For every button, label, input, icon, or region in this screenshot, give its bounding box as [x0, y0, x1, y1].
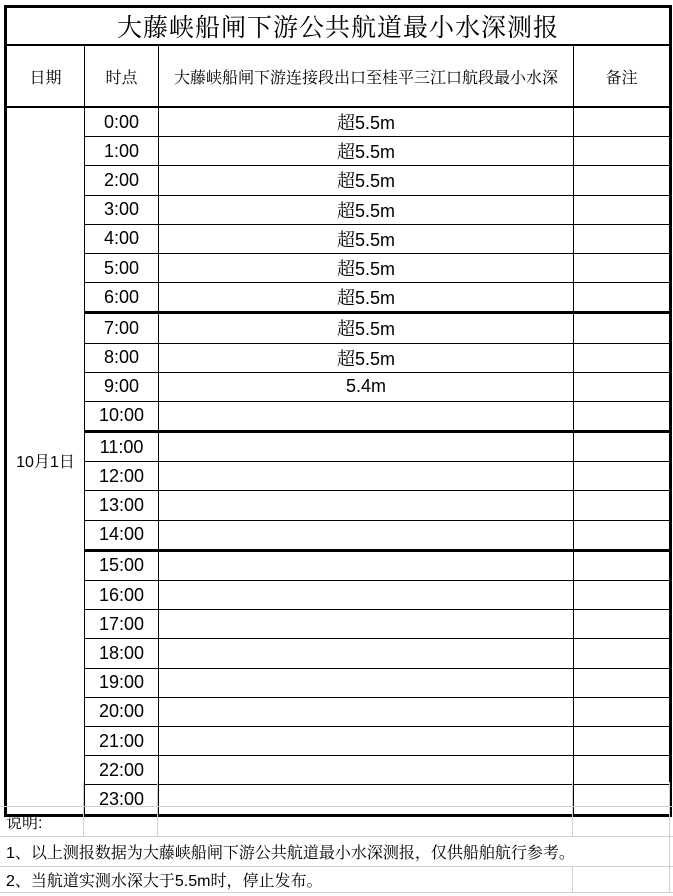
- table-row: [6, 224, 671, 253]
- time-cell: 23:00: [85, 785, 159, 815]
- table-row: [6, 137, 671, 166]
- note-cell: [574, 372, 671, 401]
- depth-cell: [159, 668, 574, 697]
- table-row: [6, 550, 671, 580]
- time-cell: 21:00: [85, 726, 159, 755]
- note-cell: [574, 520, 671, 550]
- report-title: 大藤峡船闸下游公共航道最小水深测报: [6, 7, 671, 46]
- header-note: 备注: [574, 45, 671, 107]
- table-row: [6, 401, 671, 431]
- table-row: [6, 491, 671, 520]
- depth-cell: [159, 756, 574, 785]
- depth-cell: 超5.5m: [159, 195, 574, 224]
- depth-cell: [159, 550, 574, 580]
- time-cell: 4:00: [85, 224, 159, 253]
- table-row: [6, 313, 671, 343]
- depth-cell: [159, 462, 574, 491]
- table-row: [6, 520, 671, 550]
- depth-cell: [159, 639, 574, 668]
- note-cell: [574, 137, 671, 166]
- time-cell: 19:00: [85, 668, 159, 697]
- gridline: [669, 807, 670, 836]
- date-cell: 10月1日: [6, 107, 85, 815]
- note-cell: [574, 343, 671, 372]
- header-time: 时点: [85, 45, 159, 107]
- time-cell: 22:00: [85, 756, 159, 785]
- depth-cell: [159, 491, 574, 520]
- depth-cell: 5.4m: [159, 372, 574, 401]
- gridline: [83, 807, 84, 836]
- depth-cell: [159, 697, 574, 726]
- note-cell: [574, 610, 671, 639]
- time-cell: 5:00: [85, 253, 159, 282]
- depth-cell: 超5.5m: [159, 283, 574, 313]
- time-cell: 20:00: [85, 697, 159, 726]
- depth-cell: [159, 726, 574, 755]
- table-row: [6, 756, 671, 785]
- notes-label-row: [0, 807, 673, 837]
- depth-cell: [159, 520, 574, 550]
- depth-cell: [159, 610, 574, 639]
- gridline: [572, 807, 573, 836]
- time-cell: 1:00: [85, 137, 159, 166]
- gridline: [669, 837, 670, 866]
- note-cell: [574, 462, 671, 491]
- table-row: [6, 166, 671, 195]
- note-cell: [574, 253, 671, 282]
- note-cell: [574, 491, 671, 520]
- gridline: [157, 807, 158, 836]
- time-cell: 3:00: [85, 195, 159, 224]
- time-cell: 8:00: [85, 343, 159, 372]
- note-cell: [574, 107, 671, 137]
- note-cell: [574, 401, 671, 431]
- table-row: [6, 581, 671, 610]
- table-row: [6, 462, 671, 491]
- header-date: 日期: [6, 45, 85, 107]
- table-row: [6, 107, 671, 137]
- note-2: 2、当航道实测水深大于5.5m时，停止发布。: [6, 873, 323, 890]
- time-cell: 2:00: [85, 166, 159, 195]
- table-row: [6, 432, 671, 462]
- note-cell: [574, 668, 671, 697]
- depth-cell: 超5.5m: [159, 253, 574, 282]
- note-cell: [574, 697, 671, 726]
- gridline: [669, 867, 670, 892]
- time-cell: 18:00: [85, 639, 159, 668]
- water-depth-report-table: [4, 5, 672, 817]
- title-row: [6, 7, 671, 46]
- gridline: [669, 782, 670, 806]
- table-row: [6, 195, 671, 224]
- depth-cell: 超5.5m: [159, 224, 574, 253]
- gridline: [83, 782, 84, 806]
- depth-cell: [159, 432, 574, 462]
- notes-label: 说明:: [6, 815, 43, 832]
- note-cell: [574, 756, 671, 785]
- time-cell: 0:00: [85, 107, 159, 137]
- table-row: [6, 697, 671, 726]
- note-1: 1、以上测报数据为大藤峡船闸下游公共航道最小水深测报，仅供船舶航行参考。: [6, 845, 575, 862]
- time-cell: 10:00: [85, 401, 159, 431]
- gridline: [572, 782, 573, 806]
- note-row-1: [0, 837, 673, 867]
- note-cell: [574, 195, 671, 224]
- depth-cell: 超5.5m: [159, 313, 574, 343]
- table-row: [6, 343, 671, 372]
- note-cell: [574, 283, 671, 313]
- table-row: [6, 283, 671, 313]
- time-cell: 14:00: [85, 520, 159, 550]
- depth-cell: [159, 581, 574, 610]
- depth-cell: 超5.5m: [159, 107, 574, 137]
- time-cell: 9:00: [85, 372, 159, 401]
- time-cell: 7:00: [85, 313, 159, 343]
- note-cell: [574, 432, 671, 462]
- note-cell: [574, 581, 671, 610]
- gridline: [157, 782, 158, 806]
- time-cell: 12:00: [85, 462, 159, 491]
- time-cell: 17:00: [85, 610, 159, 639]
- table-row: [6, 726, 671, 755]
- note-cell: [574, 313, 671, 343]
- depth-cell: 超5.5m: [159, 137, 574, 166]
- table-row: [6, 639, 671, 668]
- table-row: [6, 253, 671, 282]
- time-cell: 13:00: [85, 491, 159, 520]
- note-cell: [574, 166, 671, 195]
- note-cell: [574, 726, 671, 755]
- depth-cell: [159, 401, 574, 431]
- time-cell: 6:00: [85, 283, 159, 313]
- note-row-2: [0, 867, 673, 893]
- empty-row: [0, 782, 673, 807]
- table-row: [6, 610, 671, 639]
- header-depth: 大藤峡船闸下游连接段出口至桂平三江口航段最小水深: [159, 45, 574, 107]
- note-cell: [574, 550, 671, 580]
- table-row: [6, 668, 671, 697]
- time-cell: 15:00: [85, 550, 159, 580]
- table-row: [6, 372, 671, 401]
- footer-notes-area: [0, 782, 673, 893]
- time-cell: 11:00: [85, 432, 159, 462]
- note-cell: [574, 224, 671, 253]
- time-cell: 16:00: [85, 581, 159, 610]
- depth-cell: 超5.5m: [159, 343, 574, 372]
- header-row: [6, 45, 671, 107]
- depth-cell: 超5.5m: [159, 166, 574, 195]
- note-cell: [574, 639, 671, 668]
- gridline: [572, 867, 573, 892]
